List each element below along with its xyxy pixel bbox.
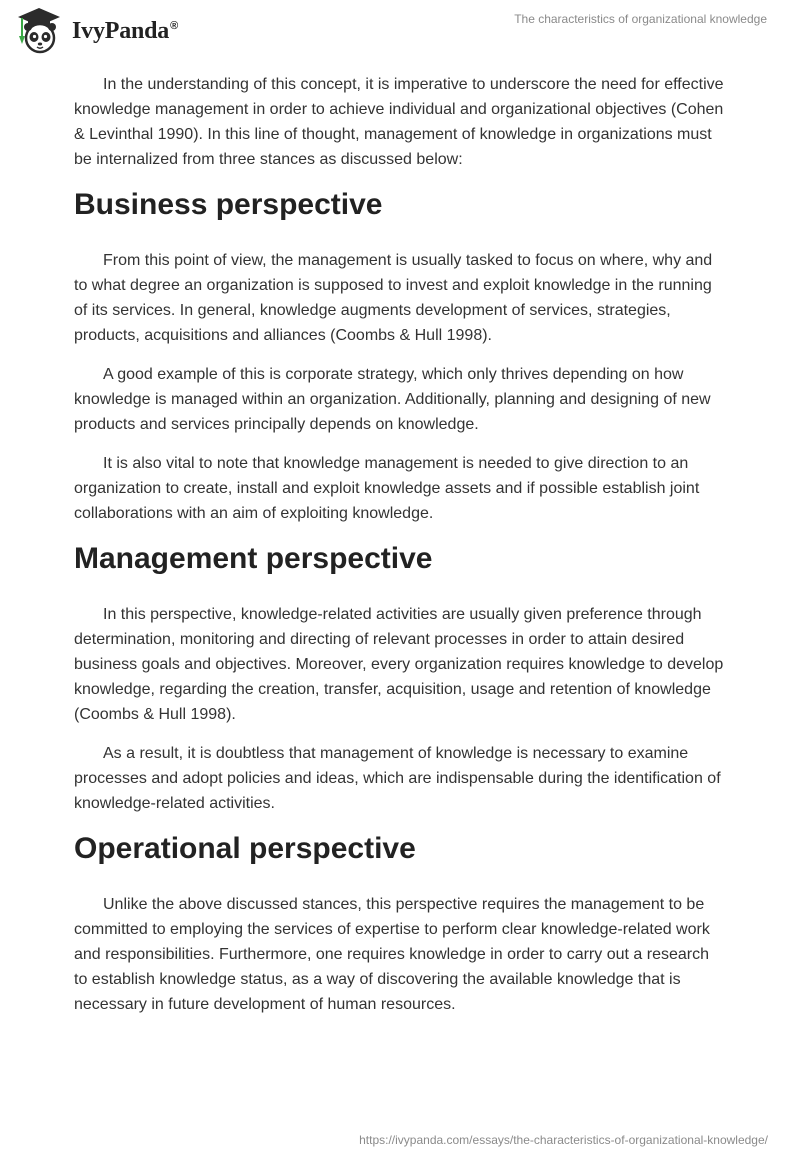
logo-wordmark: IvyPanda® (72, 17, 179, 44)
ivypanda-logo[interactable] (16, 6, 178, 56)
paragraph: Unlike the above discussed stances, this perspective requires the management to be committed to employing the services of expertise to perform clear knowledge-related work and responsibilities. Furthermore, one requires knowledge in order to carry out a research to establish knowledge status, as a way of discovering the available knowledge that is necessary in future development of human resources. (74, 896, 710, 1013)
intro-paragraph: In the understanding of this concept, it is imperative to underscore the need for effective knowledge management in order to achieve individual and organizational objectives (Cohen & Levinthal 1990). In this line of thought, management of knowledge in organizations must be internalized from three stances as discussed below: (74, 76, 724, 168)
paragraph: In this perspective, knowledge-related activities are usually given preference through determination, monitoring and directing of relevant processes in order to attain desired business goals and objectives. Moreover, every organization requires knowledge to develop knowledge, regarding the creation, transfer, acquisition, usage and retention of knowledge (Coombs & Hull 1998). (74, 606, 724, 723)
paragraph: As a result, it is doubtless that management of knowledge is necessary to examine processes and adopt policies and ideas, which are indispensable during the identification of knowledge-related activities. (74, 745, 721, 812)
heading-management-perspective: Management perspective (74, 542, 433, 575)
panda-graduate-icon (16, 6, 62, 56)
registered-mark: ® (170, 19, 179, 32)
paragraph: It is also vital to note that knowledge management is needed to give direction to an organization to create, install and exploit knowledge assets and if possible establish joint collaborations with an aim of exploiting knowledge. (74, 455, 700, 522)
essay-body (74, 72, 726, 1031)
paragraph: A good example of this is corporate strategy, which only thrives depending on how knowledge is managed within an organization. Additionally, planning and designing of new products and services principally depends on knowledge. (74, 366, 711, 433)
paragraph: From this point of view, the management is usually tasked to focus on where, why and to what degree an organization is supposed to invest and exploit knowledge in the running of its services. In general, knowledge augments development of services, strategies, products, acquisitions and alliances (Coombs & Hull 1998). (74, 252, 713, 344)
heading-operational-perspective: Operational perspective (74, 832, 416, 865)
document-title: The characteristics of organizational knowledge (514, 12, 767, 26)
page-header (0, 0, 800, 66)
heading-business-perspective: Business perspective (74, 188, 383, 221)
source-url-link[interactable]: https://ivypanda.com/essays/the-characteristics-of-organizational-knowledge/ (359, 1133, 768, 1147)
